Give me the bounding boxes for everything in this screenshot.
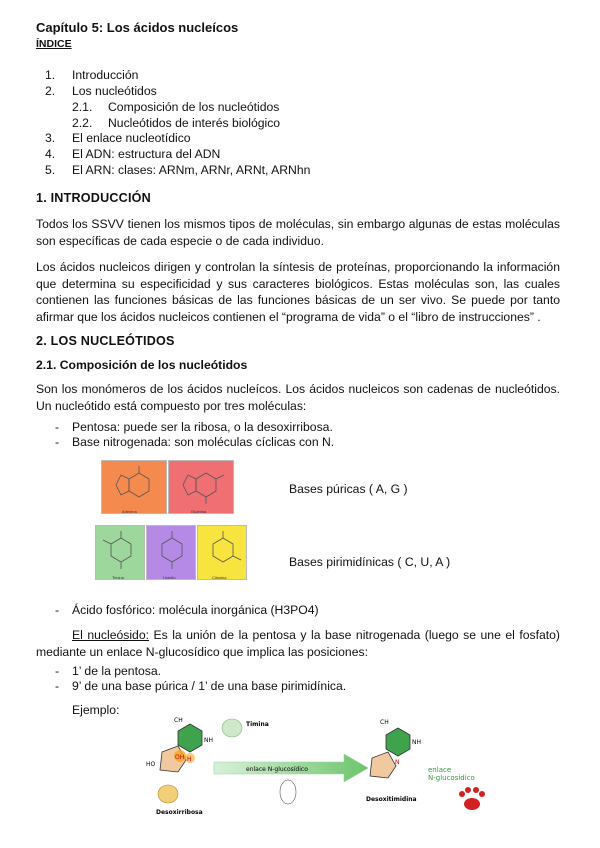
adenine-structure-image: Adenina [101,460,167,514]
purine-bases-label: Bases púricas ( A, G ) [289,482,408,496]
nucleoside-formation-diagram [140,706,520,824]
uracil-structure-image: Uracilo [146,525,196,580]
section-1-paragraph-2: Los ácidos nucleicos dirigen y controlan la síntesis de proteínas, proporcionando la información que determina su especificidad y sus caracteres biológicos. Estas moléculas son, las cuales contienen las funciones básicas de las funciones básicas de un ser vivo. Se puede por tanto afirmar que los ácidos nucleicos contienen el “programa de vida” o el “libro de instrucciones” . [36,260,560,324]
thymine-structure-image: Timina [95,525,145,580]
section-1-heading: 1. INTRODUCCIÓN [36,191,151,205]
paw-icon [459,787,485,810]
section-2-1-heading: 2.1. Composición de los nucleótidos [36,358,248,372]
cytosine-structure-image: Citosina [197,525,247,580]
section-1-paragraph-1: Todos los SSVV tienen los mismos tipos de moléculas, sin embargo algunas de estas moléculas son específicas de cada especie o de cada individuo. [36,217,560,248]
example-label: Ejemplo: [72,703,120,717]
svg-text:HO: HO [146,761,156,768]
desoxirribosa-label: Desoxirribosa [156,809,203,816]
svg-text:CH: CH [174,717,183,724]
timina-label: Timina [246,721,269,728]
svg-text:OH: OH [175,754,185,761]
guanine-structure-image: Guanina [168,460,234,514]
reaction-diagram-svg [140,706,520,824]
section-2-intro: Son los monómeros de los ácidos nucleícos. Los ácidos nucleicos son cadenas de nucleótidos. Un nucleótido está compuesto por tres moléculas: [36,382,560,413]
index-label: ÍNDICE [36,38,72,50]
nucleoside-paragraph: El nucleósido: Es la unión de la pentosa y la base nitrogenada (luego se une el fosfato) mediante un enlace N-glucosídico que implica las posiciones: [36,628,560,659]
svg-text:H: H [187,756,192,763]
enlace-label: enlace [428,766,452,774]
page-title: Capítulo 5: Los ácidos nucleícos [36,20,239,35]
pyrimidine-bases-label: Bases pirimidínicas ( C, U, A ) [289,555,451,569]
n-glucosidico-label: N-glucosídico [428,774,475,782]
arrow-label: enlace N-glucosídico [246,766,308,773]
section-2-heading: 2. LOS NUCLEÓTIDOS [36,334,175,348]
svg-text:NH: NH [204,737,213,744]
svg-text:N: N [395,759,400,766]
svg-text:CH: CH [380,719,389,726]
desoxitimidina-label: Desoxitimidina [366,796,417,803]
svg-text:NH: NH [412,739,421,746]
nucleoside-term: El nucleósido: [72,628,149,642]
